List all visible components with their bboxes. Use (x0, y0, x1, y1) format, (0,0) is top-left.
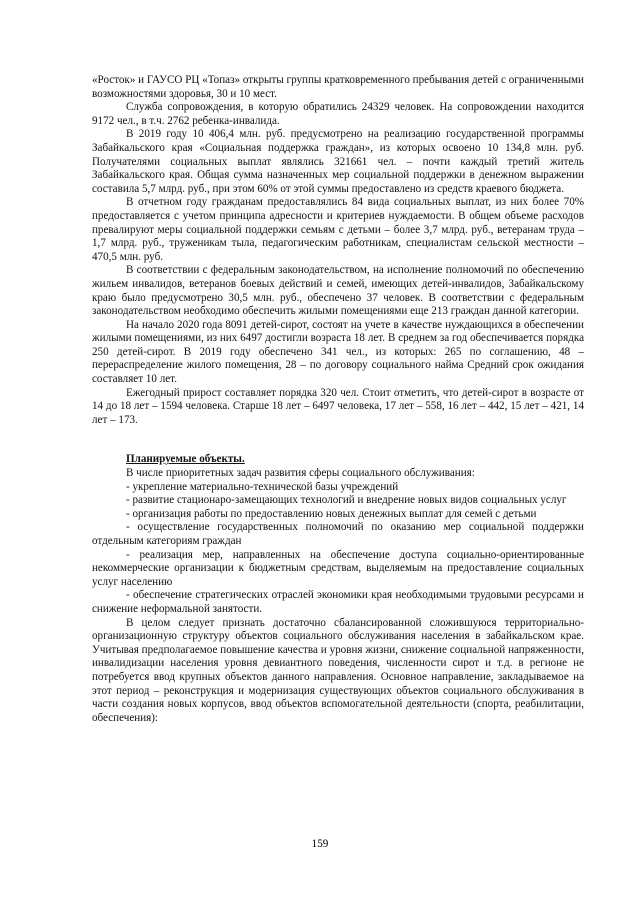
page-number: 159 (311, 838, 329, 850)
list-item: - обеспечение стратегических отраслей экономики края необходимыми трудовыми ресурсами и снижение неформальной занятости. (92, 589, 584, 615)
list-intro: В числе приоритетных задач развития сферы социального обслуживания: (126, 467, 475, 480)
paragraph: Служба сопровождения, в которую обратились 24329 человек. На сопровождении находится 9172 чел., в т.ч. 2762 ребенка-инвалида. (92, 101, 584, 127)
list-item: - организация работы по предоставлению новых денежных выплат для семей с детьми (126, 507, 537, 520)
paragraph: Ежегодный прирост составляет порядка 320 чел. Стоит отметить, что детей-сирот в возрасте от 14 до 18 лет – 1594 человека. Старше 18 лет – 6497 человека, 17 лет – 558, 16 лет – 442, 15 лет – 421, 14 лет – 173. (92, 386, 584, 426)
paragraph: В отчетном году гражданам предоставлялись 84 вида социальных выплат, из них более 70% предоставляется с учетом принципа адресности и критериев нуждаемости. В общем объеме расходов превалируют меры социальной поддержки семьям с детьми – более 3,7 млрд. руб., ветеранам труда – 1,7 млрд. руб., труженикам тыла, педагогическим работникам, специалистам сельской местности – 470,5 млн. руб. (92, 196, 584, 263)
paragraph: В 2019 году 10 406,4 млн. руб. предусмотрено на реализацию государственной программы Забайкальского края «Социальная поддержка граждан», из которых освоено 10 134,8 млн. руб. Получателями социальных выплат являлись 321661 чел. – почти каждый третий житель Забайкальского края. Общая сумма назначенных мер социальной поддержки в денежном выражении составила 5,7 млрд. руб., при этом 60% от этой суммы предоставлено из средств краевого бюджета. (92, 128, 584, 195)
list-item: - осуществление государственных полномочий по оказанию мер социальной поддержки отдельным категориям граждан (92, 521, 584, 547)
paragraph: В соответствии с федеральным законодательством, на исполнение полномочий по обеспечению жильем инвалидов, ветеранов боевых действий и семей, имеющих детей-инвалидов, Забайкальскому краю было предусмотрено 30,5 млн. руб., обеспечено 37 человек. В соответствии с федеральным законодательством необходимо обеспечить жилыми помещениями еще 213 граждан данной категории. (92, 264, 584, 318)
list-item: - реализация мер, направленных на обеспечение доступа социально-ориентированные некоммерческие организации к бюджетным средствам, выделяемым на предоставление социальных услуг населению (92, 548, 584, 588)
paragraph: «Росток» и ГАУСО РЦ «Топаз» открыты группы кратковременного пребывания детей с ограниченными возможностями здоровья, 30 и 10 мест. (92, 74, 584, 100)
paragraph: На начало 2020 года 8091 детей-сирот, состоят на учете в качестве нуждающихся в обеспечении жилыми помещениями, из них 6497 достигли возраста 18 лет. В среднем за год обеспечивается порядка 250 детей-сирот. В 2019 году обеспечено 341 чел., из которых: 265 по соглашению, 48 – перераспределение жилого помещения, 28 – по договору социального найма Средний срок ожидания составляет 10 лет. (92, 318, 584, 386)
closing-paragraph: В целом следует признать достаточно сбалансированной сложившуюся территориально-организационную структуру объектов социального обслуживания населения в забайкальском крае. Учитывая предполагаемое повышение качества и уровня жизни, снижение социальной напряженности, инвалидизации населения уровня девиантного поведения, численности сирот и т.д. в регионе не потребуется ввод крупных объектов данного направления. Основное направление, закладываемое на этот период – реконструкция и модернизация существующих объектов социального обслуживания в части создания новых корпусов, ввод объектов вспомогательной деятельности (спорта, реабилитации, обеспечения): (92, 616, 584, 724)
list-item: - укрепление материально-технической базы учреждений (126, 480, 399, 493)
section-heading: Планируемые объекты. (126, 453, 245, 466)
list-item: - развитие стационаро-замещающих технологий и внедрение новых видов социальных услуг (126, 494, 567, 507)
